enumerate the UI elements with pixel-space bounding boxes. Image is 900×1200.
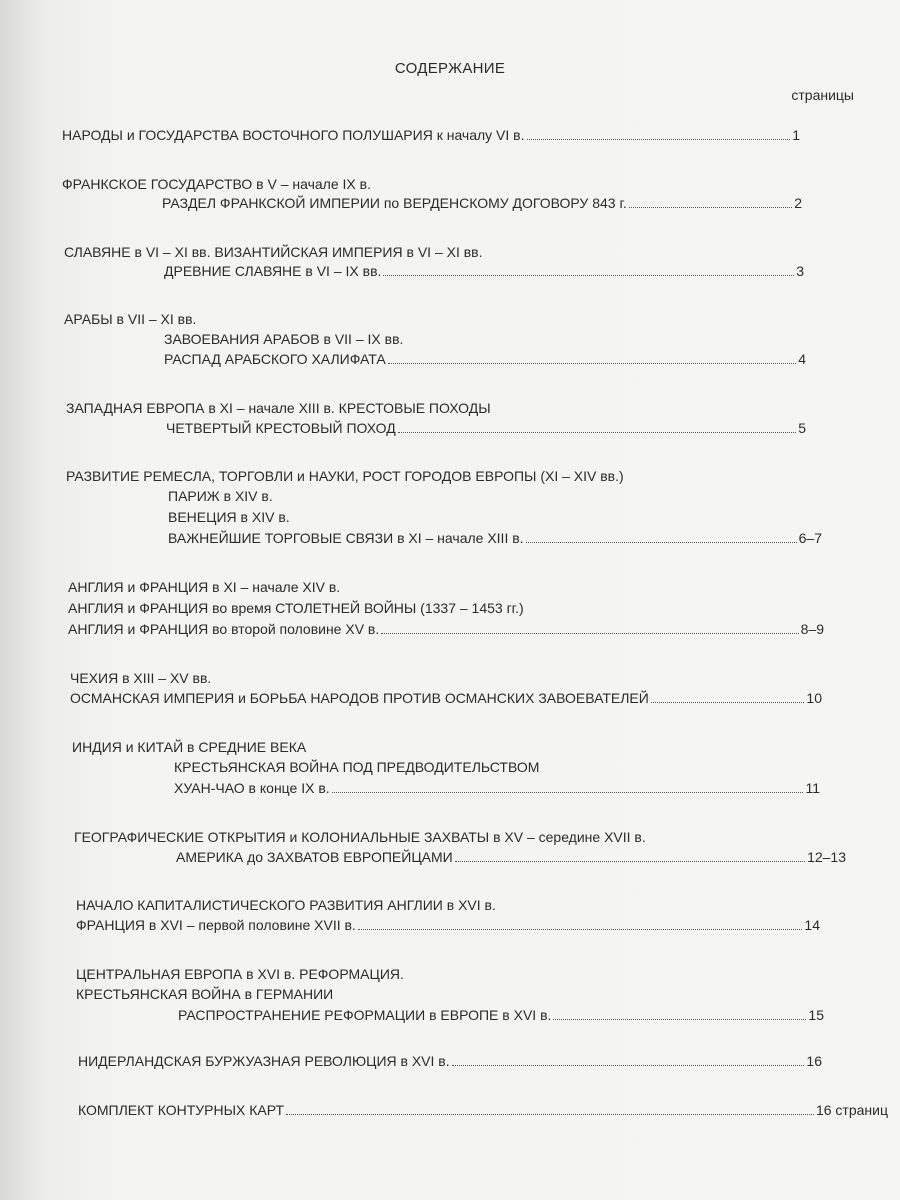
- toc-entry-text: ПАРИЖ в XIV в.: [168, 488, 273, 504]
- dot-leader: [398, 419, 796, 433]
- toc-entry-page: 8–9: [800, 621, 824, 637]
- toc-entry: [68, 578, 340, 596]
- toc-entry-text: РАСПАД АРАБСКОГО ХАЛИФАТА: [164, 351, 386, 367]
- toc-entry-text: АНГЛИЯ и ФРАНЦИЯ во второй половине XV в.: [68, 621, 380, 637]
- dot-leader: [455, 848, 805, 862]
- toc-entry-page: 10: [806, 690, 822, 706]
- toc-entry: [70, 689, 822, 707]
- toc-entry-page: 6–7: [798, 530, 822, 546]
- toc-entry-text: АНГЛИЯ и ФРАНЦИЯ во время СТОЛЕТНЕЙ ВОЙНЫ (1337 – 1453 гг.): [68, 600, 524, 616]
- toc-entry-text: ЗАВОЕВАНИЯ АРАБОВ в VII – IX вв.: [164, 331, 404, 347]
- toc-entry: [174, 779, 820, 797]
- toc-entry-text: НАРОДЫ и ГОСУДАРСТВА ВОСТОЧНОГО ПОЛУШАРИЯ к началу VI в.: [62, 127, 525, 143]
- toc-entry: [68, 620, 824, 638]
- toc-entry-text: ФРАНЦИЯ в XVI – первой половине XVII в.: [76, 917, 356, 933]
- toc-entry: [76, 965, 404, 983]
- dot-leader: [553, 1006, 806, 1020]
- toc-entry-page: 14: [804, 917, 820, 933]
- dot-leader: [358, 916, 803, 930]
- toc-entry-text: НАЧАЛО КАПИТАЛИСТИЧЕСКОГО РАЗВИТИЯ АНГЛИИ в XVI в.: [76, 897, 496, 913]
- toc-entry-page: 1: [792, 127, 800, 143]
- toc-entry: [174, 758, 539, 776]
- toc-entry: [72, 738, 306, 756]
- toc-entry-text: АНГЛИЯ и ФРАНЦИЯ в XI – начале XIV в.: [68, 579, 341, 595]
- dot-leader: [383, 262, 794, 276]
- toc-entry: [66, 399, 491, 417]
- dot-leader: [388, 350, 797, 364]
- toc-entry-text: КРЕСТЬЯНСКАЯ ВОЙНА в ГЕРМАНИИ: [76, 986, 334, 1002]
- dot-leader: [286, 1101, 814, 1115]
- toc-entry: [64, 310, 196, 328]
- dot-leader: [332, 779, 804, 793]
- toc-entry: [62, 126, 800, 144]
- toc-entry: [168, 508, 290, 526]
- toc-entry: [74, 828, 646, 846]
- toc-entry: [76, 985, 333, 1003]
- dot-leader: [629, 194, 792, 208]
- toc-entry: [162, 194, 802, 212]
- dot-leader: [651, 689, 805, 703]
- dot-leader: [527, 126, 791, 140]
- toc-entry-page: 2: [794, 195, 802, 211]
- toc-entry-text: ХУАН-ЧАО в конце IX в.: [174, 780, 330, 796]
- toc-entry: [76, 916, 820, 934]
- toc-entry-text: РАЗВИТИЕ РЕМЕСЛА, ТОРГОВЛИ и НАУКИ, РОСТ ГОРОДОВ ЕВРОПЫ (XI – XIV вв.): [66, 468, 624, 484]
- toc-entry: [64, 243, 483, 261]
- toc-entry-page: 16 страниц: [815, 1102, 888, 1118]
- toc-entry: [62, 175, 371, 193]
- toc-entry-text: АРАБЫ в VII – XI вв.: [64, 311, 197, 327]
- toc-entry: [166, 419, 806, 437]
- toc-entry: [168, 487, 273, 505]
- toc-entry-text: ГЕОГРАФИЧЕСКИЕ ОТКРЫТИЯ и КОЛОНИАЛЬНЫЕ ЗАХВАТЫ в XV – середине XVII в.: [74, 829, 646, 845]
- toc-entry-page: 16: [806, 1053, 822, 1069]
- toc-entry: [68, 599, 524, 617]
- toc-entry-text: ОСМАНСКАЯ ИМПЕРИЯ и БОРЬБА НАРОДОВ ПРОТИВ ОСМАНСКИХ ЗАВОЕВАТЕЛЕЙ: [70, 690, 649, 706]
- toc-entry-text: ЗАПАДНАЯ ЕВРОПА в XI – начале XIII в. КРЕСТОВЫЕ ПОХОДЫ: [66, 400, 491, 416]
- toc-entry-text: СЛАВЯНЕ в VI – XI вв. ВИЗАНТИЙСКАЯ ИМПЕРИЯ в VI – XI вв.: [64, 244, 483, 260]
- toc-entry-text: ФРАНКСКОЕ ГОСУДАРСТВО в V – начале IX в.: [62, 176, 371, 192]
- toc-entry-text: РАЗДЕЛ ФРАНКСКОЙ ИМПЕРИИ по ВЕРДЕНСКОМУ ДОГОВОРУ 843 г.: [162, 195, 627, 211]
- toc-entry: [168, 529, 822, 547]
- toc-entry-text: ЧЕХИЯ в XIII – XV вв.: [70, 670, 212, 686]
- toc-entry: [164, 330, 403, 348]
- toc-entry-text: КРЕСТЬЯНСКАЯ ВОЙНА ПОД ПРЕДВОДИТЕЛЬСТВОМ: [174, 759, 540, 775]
- toc-entry-text: ВЕНЕЦИЯ в XIV в.: [168, 509, 290, 525]
- toc-entry: [78, 1052, 822, 1070]
- toc-entry-text: АМЕРИКА до ЗАХВАТОВ ЕВРОПЕЙЦАМИ: [176, 849, 453, 865]
- dot-leader: [452, 1052, 805, 1066]
- toc-entry-text: РАСПРОСТРАНЕНИЕ РЕФОРМАЦИИ в ЕВРОПЕ в XVI в.: [178, 1007, 552, 1023]
- toc-entry-page: 3: [796, 263, 804, 279]
- toc-entry: [176, 848, 846, 866]
- toc-entry: [70, 669, 211, 687]
- pages-column-header: страницы: [791, 87, 854, 103]
- toc-entry: [76, 896, 496, 914]
- toc-entry: [164, 350, 806, 368]
- toc-entry-page: 12–13: [807, 849, 846, 865]
- toc-entry: [178, 1006, 824, 1024]
- toc-entry-page: 4: [798, 351, 806, 367]
- dot-leader: [381, 620, 798, 634]
- toc-entry-text: ВАЖНЕЙШИЕ ТОРГОВЫЕ СВЯЗИ в XI – начале XIII в.: [168, 530, 524, 546]
- page-title: СОДЕРЖАНИЕ: [394, 60, 506, 77]
- toc-entry: [164, 262, 804, 280]
- toc-entry-page: 15: [808, 1007, 824, 1023]
- toc-entry: [78, 1101, 888, 1119]
- toc-entry-page: 11: [805, 780, 820, 796]
- toc-entry: [66, 467, 624, 485]
- toc-entry-text: ЦЕНТРАЛЬНАЯ ЕВРОПА в XVI в. РЕФОРМАЦИЯ.: [76, 966, 404, 982]
- dot-leader: [526, 529, 797, 543]
- toc-entry-page: 5: [798, 420, 806, 436]
- toc-entry-text: НИДЕРЛАНДСКАЯ БУРЖУАЗНАЯ РЕВОЛЮЦИЯ в XVI в.: [78, 1053, 450, 1069]
- toc-entry-text: ИНДИЯ и КИТАЙ в СРЕДНИЕ ВЕКА: [72, 739, 307, 755]
- toc-entry-text: КОМПЛЕКТ КОНТУРНЫХ КАРТ: [78, 1102, 285, 1118]
- toc-entry-text: ЧЕТВЕРТЫЙ КРЕСТОВЫЙ ПОХОД: [166, 420, 396, 436]
- toc-entry-text: ДРЕВНИЕ СЛАВЯНЕ в VI – IX вв.: [164, 263, 382, 279]
